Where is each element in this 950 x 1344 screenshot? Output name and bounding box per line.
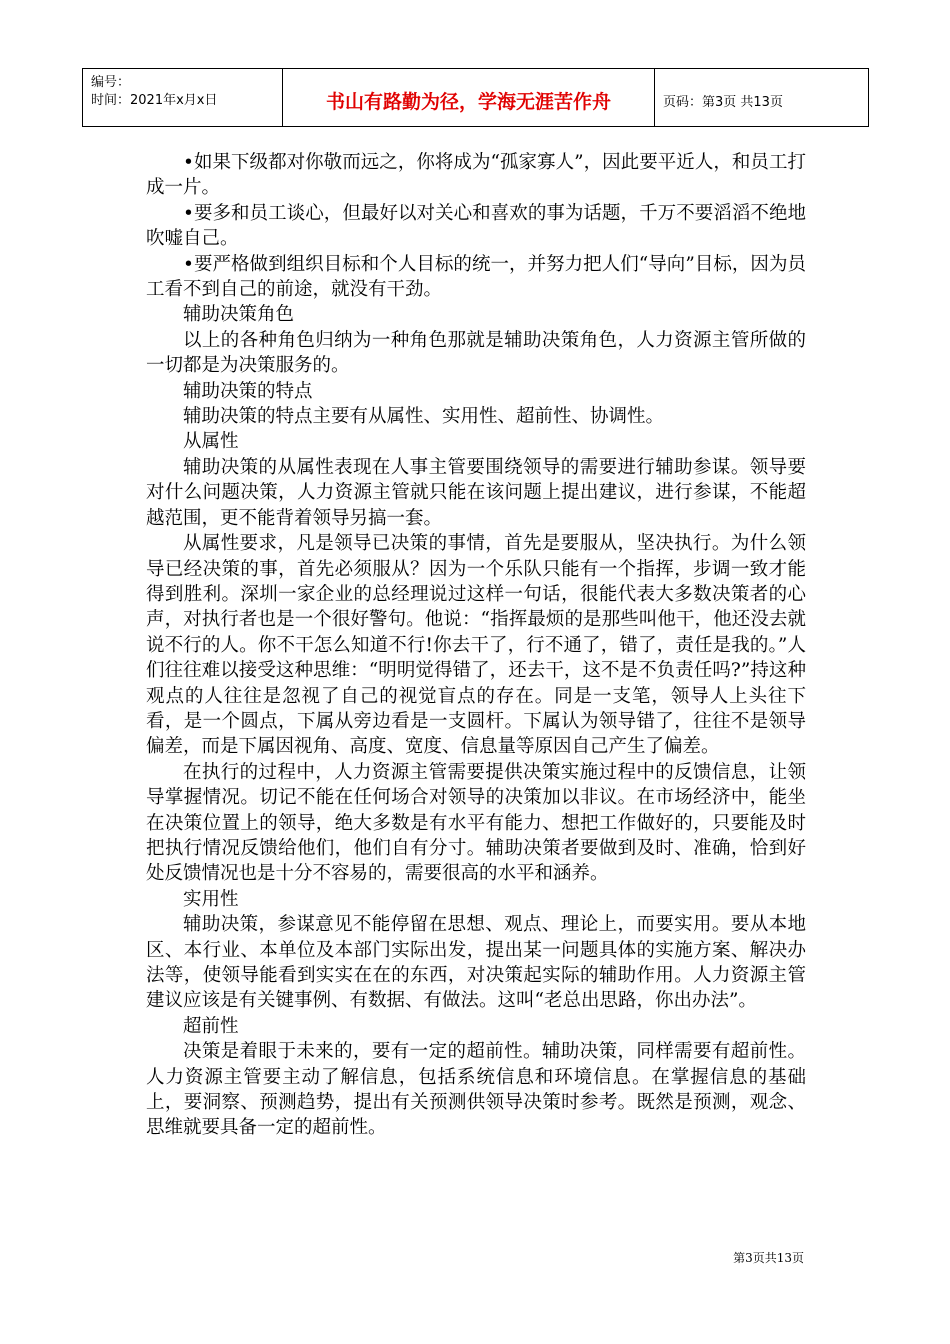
section-heading: 从属性 — [183, 431, 239, 453]
body-paragraph: 从属性要求，凡是领导已决策的事情，首先是要服从，坚决执行。为什么领导已经决策的事，首先必须服从？因为一个乐队只能有一个指挥，步调一致才能得到胜利。深圳一家企业的总经理说过这样一句话，很能代表大多数决策者的心声，对执行者也是一个很好警句。他说：“指挥最烦的是那些叫他干，他还没去就说不行的人。你不干怎么知道不行!你去干了，行不通了，错了，责任是我的。”人们往往难以接受这种思维：“明明觉得错了，还去干，这不是不负责任吗?”持这种观点的人往往是忽视了自己的视觉盲点的存在。同是一支笔，领导人上头往下看，是一个圆点，下属从旁边看是一支圆杆。下属认为领导错了，往往不是领导偏差，而是下属因视角、高度、宽度、信息量等原因自己产生了偏差。 — [146, 533, 806, 758]
body-paragraph: 辅助决策的从属性表现在人事主管要围绕领导的需要进行辅助参谋。领导要对什么问题决策，人力资源主管就只能在该问题上提出建议，进行参谋，不能超越范围，更不能背着领导另搞一套。 — [146, 456, 806, 529]
body-paragraph: 辅助决策的特点主要有从属性、实用性、超前性、协调性。 — [183, 406, 665, 428]
page-footer: 第3页共13页 — [733, 1251, 804, 1265]
header-motto: 书山有路勤为径，学海无涯苦作舟 — [283, 69, 655, 126]
document-number-label: 编号： — [91, 75, 131, 90]
document-header — [82, 68, 869, 127]
document-time-label: 时间：2021年x月x日 — [91, 93, 218, 108]
body-paragraph: 辅助决策，参谋意见不能停留在思想、观点、理论上，而要实用。要从本地区、本行业、本单位及本部门实际出发，提出某一问题具体的实施方案、解决办法等，使领导能看到实实在在的东西，对决策起实际的辅助作用。人力资源主管建议应该是有关键事例、有数据、有做法。这叫“老总出思路，你出办法”。 — [146, 914, 806, 1012]
header-page-info: 页码：第3页 共13页 — [663, 95, 783, 110]
section-heading: 实用性 — [183, 888, 239, 910]
body-paragraph: 在执行的过程中，人力资源主管需要提供决策实施过程中的反馈信息，让领导掌握情况。切记不能在任何场合对领导的决策加以非议。在市场经济中，能坐在决策位置上的领导，绝大多数是有水平有能力、想把工作做好的，只要能及时把执行情况反馈给他们，他们自有分寸。辅助决策者要做到及时、准确，恰到好处反馈情况也是十分不容易的，需要很高的水平和涵养。 — [146, 761, 806, 885]
section-heading: 辅助决策角色 — [183, 304, 295, 326]
section-heading: 辅助决策的特点 — [183, 380, 313, 402]
body-paragraph: 决策是着眼于未来的，要有一定的超前性。辅助决策，同样需要有超前性。人力资源主管要主动了解信息，包括系统信息和环境信息。在掌握信息的基础上，要洞察、预测趋势，提出有关预测供领导决策时参考。既然是预测，观念、思维就要具备一定的超前性。 — [146, 1041, 806, 1139]
bullet-paragraph: •要严格做到组织目标和个人目标的统一，并努力把人们“导向”目标，因为员工看不到自己的前途，就没有干劲。 — [146, 253, 806, 301]
body-paragraph: 以上的各种角色归纳为一种角色那就是辅助决策角色，人力资源主管所做的一切都是为决策服务的。 — [146, 329, 806, 377]
section-heading: 超前性 — [183, 1015, 239, 1037]
bullet-paragraph: •如果下级都对你敬而远之，你将成为“孤家寡人”，因此要平近人，和员工打成一片。 — [146, 152, 806, 199]
bullet-paragraph: •要多和员工谈心，但最好以对关心和喜欢的事为话题，千万不要滔滔不绝地吹嘘自己。 — [146, 202, 806, 250]
header-meta — [83, 69, 283, 126]
document-body — [146, 150, 806, 1141]
